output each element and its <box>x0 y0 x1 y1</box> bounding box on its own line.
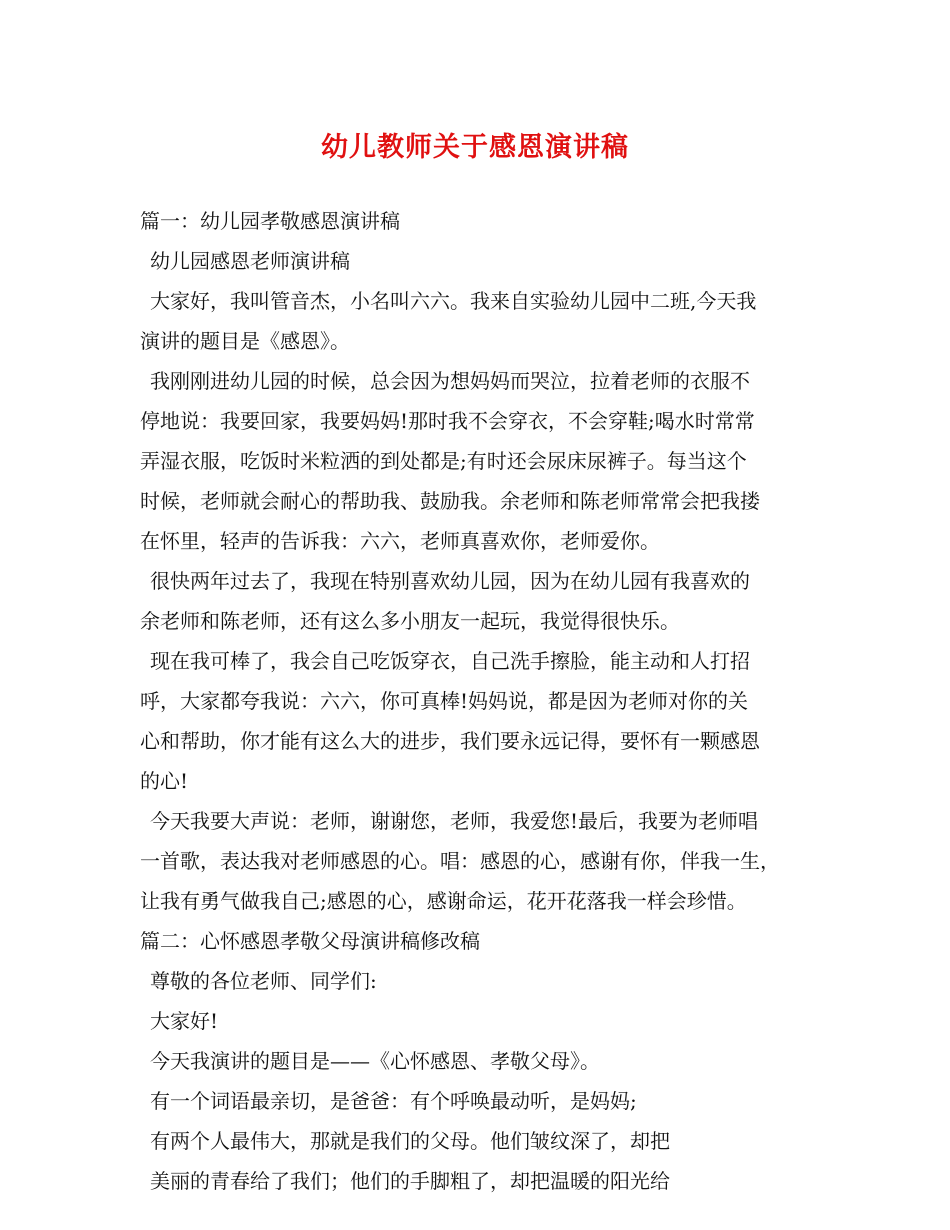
text-line: 余老师和陈老师，还有这么多小朋友一起玩，我觉得很快乐。 <box>140 609 680 633</box>
document-title: 幼儿教师关于感恩演讲稿 <box>321 132 629 163</box>
text-line: 篇二：心怀感恩孝敬父母演讲稿修改稿 <box>140 929 480 953</box>
text-line: 很快两年过去了，我现在特别喜欢幼儿园，因为在幼儿园有我喜欢的 <box>150 569 750 593</box>
text-line: 美丽的青春给了我们；他们的手脚粗了，却把温暖的阳光给 <box>150 1169 670 1193</box>
text-line: 演讲的题目是《感恩》。 <box>140 329 350 353</box>
text-line: 停地说：我要回家，我要妈妈!那时我不会穿衣，不会穿鞋;喝水时常常 <box>140 409 755 433</box>
text-line: 我刚刚进幼儿园的时候，总会因为想妈妈而哭泣，拉着老师的衣服不 <box>150 369 750 393</box>
text-line: 一首歌，表达我对老师感恩的心。唱：感恩的心，感谢有你，伴我一生， <box>140 849 780 873</box>
text-line: 幼儿园感恩老师演讲稿 <box>150 249 350 273</box>
text-line: 心和帮助，你才能有这么大的进步，我们要永远记得，要怀有一颗感恩 <box>140 729 760 753</box>
text-line: 在怀里，轻声的告诉我：六六，老师真喜欢你，老师爱你。 <box>140 529 660 553</box>
text-line: 呼，大家都夸我说：六六，你可真棒!妈妈说，都是因为老师对你的关 <box>140 689 749 713</box>
text-line: 篇一：幼儿园孝敬感恩演讲稿 <box>140 209 400 233</box>
document-body <box>140 201 820 1201</box>
text-line: 弄湿衣服，吃饭时米粒洒的到处都是;有时还会尿床尿裤子。每当这个 <box>140 449 747 473</box>
text-line: 有一个词语最亲切，是爸爸：有个呼唤最动听，是妈妈; <box>150 1089 637 1113</box>
text-line: 的心! <box>140 769 189 793</box>
text-line: 尊敬的各位老师、同学们: <box>150 969 377 993</box>
text-line: 大家好! <box>150 1009 219 1033</box>
text-line: 时候，老师就会耐心的帮助我、鼓励我。余老师和陈老师常常会把我搂 <box>140 489 760 513</box>
text-line: 大家好，我叫管音杰，小名叫六六。我来自实验幼儿园中二班,今天我 <box>150 289 757 313</box>
text-line: 让我有勇气做我自己;感恩的心，感谢命运，花开花落我一样会珍惜。 <box>140 889 747 913</box>
text-line: 现在我可棒了，我会自己吃饭穿衣，自己洗手擦脸，能主动和人打招 <box>150 649 750 673</box>
text-line: 有两个人最伟大，那就是我们的父母。他们皱纹深了，却把 <box>150 1129 670 1153</box>
text-line: 今天我要大声说：老师，谢谢您，老师，我爱您!最后，我要为老师唱 <box>150 809 759 833</box>
text-line: 今天我演讲的题目是——《心怀感恩、孝敬父母》。 <box>150 1049 600 1073</box>
